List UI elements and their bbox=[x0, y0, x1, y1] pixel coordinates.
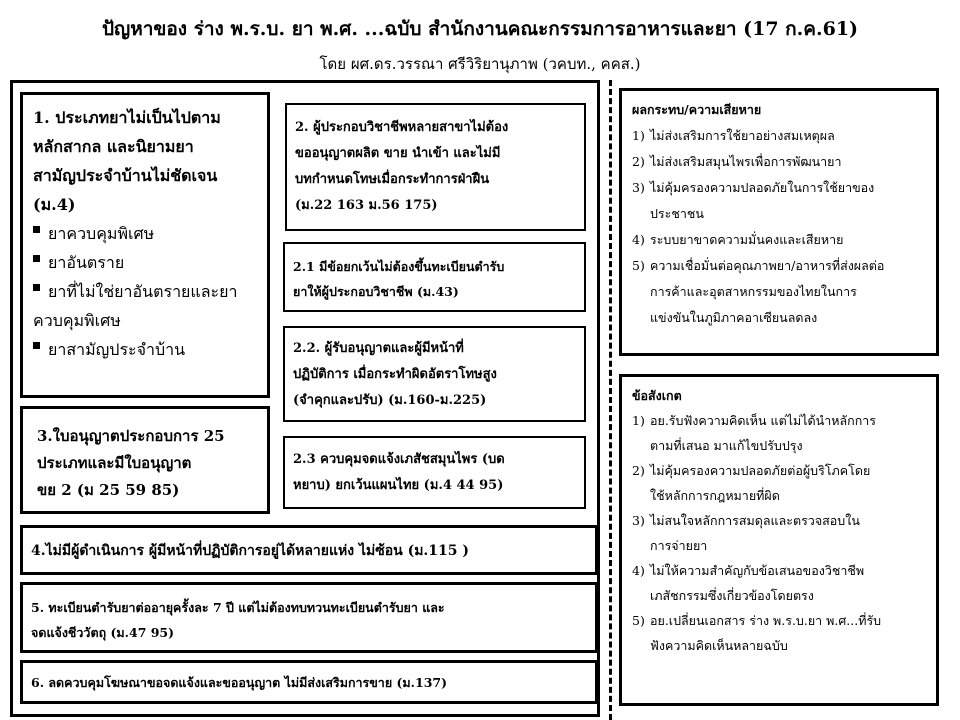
box-impacts bbox=[619, 88, 939, 356]
dashed-divider bbox=[609, 80, 612, 720]
box1-line: หลักสากล และนิยามยา bbox=[33, 137, 194, 156]
box-advertising-control bbox=[20, 660, 598, 704]
box-professionals-exemption bbox=[285, 103, 586, 231]
bullet-item: ยาสามัญประจำบ้าน bbox=[33, 335, 257, 364]
box-herbal-notification bbox=[283, 436, 586, 509]
box4-text: 4.ไม่มีผู้ดำเนินการ ผู้มีหน้าที่ปฏิบัติการอยู่ได้หลายแห่ง ไม่ซ้อน (ม.115 ) bbox=[31, 543, 470, 559]
bullet-square-icon bbox=[33, 226, 40, 233]
box3-line: ขย 2 (ม 25 59 85) bbox=[37, 481, 180, 499]
bullet-continuation: ควบคุมพิเศษ bbox=[33, 311, 121, 330]
box-licensee-penalty bbox=[283, 326, 586, 422]
bullet-square-icon bbox=[33, 342, 40, 349]
impact-item: 5) ความเชื่อมั่นต่อคุณภาพยา/อาหารที่ส่งผลต่อ การค้าและอุตสาหกรรมของไทยในการ แข่งขันในภูมิภาคอาเซียนลดลง bbox=[632, 258, 885, 325]
observation-item: 2) ไม่คุ้มครองความปลอดภัยต่อผู้บริโภคโดย ใช้หลักการกฎหมายที่ผิด bbox=[632, 463, 871, 503]
box-business-license bbox=[20, 406, 270, 514]
box-operator-multiple-sites bbox=[20, 525, 598, 575]
impact-item: 2) ไม่ส่งเสริมสมุนไพรเพื่อการพัฒนายา bbox=[632, 154, 842, 169]
impact-item: 1) ไม่ส่งเสริมการใช้ยาอย่างสมเหตุผล bbox=[632, 128, 835, 143]
observation-item: 1) อย.รับฟังความคิดเห็น แต่ไม่ได้นำหลักการ ตามที่เสนอ มาแก้ไขปรับปรุง bbox=[632, 413, 876, 453]
box2-line: ขออนุญาตผลิต ขาย นำเข้า และไม่มี bbox=[295, 146, 501, 161]
box-registration-renewal bbox=[20, 582, 598, 653]
box23-line: 2.3 ควบคุมจดแจ้งเภสัชสมุนไพร (บด bbox=[293, 452, 505, 467]
box23-line: หยาบ) ยกเว้นแผนไทย (ม.4 44 95) bbox=[293, 478, 504, 493]
bullet-item: ยาควบคุมพิเศษ bbox=[33, 219, 257, 248]
box1-line: 1. ประเภทยาไม่เป็นไปตาม bbox=[33, 108, 221, 127]
box3-line: 3.ใบอนุญาตประกอบการ 25 bbox=[37, 427, 225, 445]
box22-line: ปฏิบัติการ เมื่อกระทำผิดอัตราโทษสูง bbox=[293, 367, 497, 382]
box5-line: 5. ทะเบียนตำรับยาต่ออายุครั้งละ 7 ปี แต่ไม่ต้องทบทวนทะเบียนตำรับยา และ bbox=[31, 600, 445, 615]
page-subtitle: โดย ผศ.ดร.วรรณา ศรีวิริยานุภาพ (วคบท., คคส.) bbox=[319, 55, 641, 73]
observation-item: 4) ไม่ให้ความสำคัญกับข้อเสนอของวิชาชีพ เภสัชกรรมซึ่งเกี่ยวข้องโดยตรง bbox=[632, 563, 865, 603]
impact-item: 3) ไม่คุ้มครองความปลอดภัยในการใช้ยาของ ประชาชน bbox=[632, 180, 875, 221]
box22-line: (จำคุกและปรับ) (ม.160-ม.225) bbox=[293, 393, 487, 408]
observation-item: 3) ไม่สนใจหลักการสมดุลและตรวจสอบใน การจ่ายยา bbox=[632, 513, 860, 553]
box2-line: บทกำหนดโทษเมื่อกระทำการฝ่าฝืน bbox=[295, 172, 490, 187]
box-observations bbox=[619, 374, 939, 706]
box21-line: 2.1 มีข้อยกเว้นไม่ต้องขึ้นทะเบียนตำรับ bbox=[293, 259, 505, 274]
box-drug-classification bbox=[20, 92, 270, 398]
box5-line: จดแจ้งชีววัตถุ (ม.47 95) bbox=[31, 625, 175, 640]
box21-line: ยาให้ผู้ประกอบวิชาชีพ (ม.43) bbox=[293, 284, 459, 299]
impacts-heading: ผลกระทบ/ความเสียหาย bbox=[632, 102, 762, 117]
bullet-square-icon bbox=[33, 255, 40, 262]
box-registration-exemption bbox=[283, 242, 586, 312]
box2-line: (ม.22 163 ม.56 175) bbox=[295, 198, 438, 213]
impact-item: 4) ระบบยาขาดความมั่นคงและเสียหาย bbox=[632, 232, 844, 247]
box1-line: สามัญประจำบ้านไม่ชัดเจน bbox=[33, 166, 218, 185]
observation-item: 5) อย.เปลี่ยนเอกสาร ร่าง พ.ร.บ.ยา พ.ศ...ที่รับ ฟังความคิดเห็นหลายฉบับ bbox=[632, 613, 882, 653]
bullet-item: ยาที่ไม่ใช่ยาอันตรายและยา bbox=[33, 277, 257, 306]
box22-line: 2.2. ผู้รับอนุญาตและผู้มีหน้าที่ bbox=[293, 341, 464, 356]
page-title: ปัญหาของ ร่าง พ.ร.บ. ยา พ.ศ. ...ฉบับ สำนักงานคณะกรรมการอาหารและยา (17 ก.ค.61) bbox=[101, 18, 859, 40]
box1-line: (ม.4) bbox=[33, 195, 76, 214]
box6-text: 6. ลดควบคุมโฆษณาขอจดแจ้งและขออนุญาต ไม่มีส่งเสริมการขาย (ม.137) bbox=[31, 675, 448, 690]
observations-heading: ข้อสังเกต bbox=[632, 388, 682, 403]
bullet-item: ยาอันตราย bbox=[33, 248, 257, 277]
box3-line: ประเภทและมีใบอนุญาต bbox=[37, 454, 192, 472]
box2-line: 2. ผู้ประกอบวิชาชีพหลายสาขาไม่ต้อง bbox=[295, 120, 509, 135]
bullet-square-icon bbox=[33, 284, 40, 291]
